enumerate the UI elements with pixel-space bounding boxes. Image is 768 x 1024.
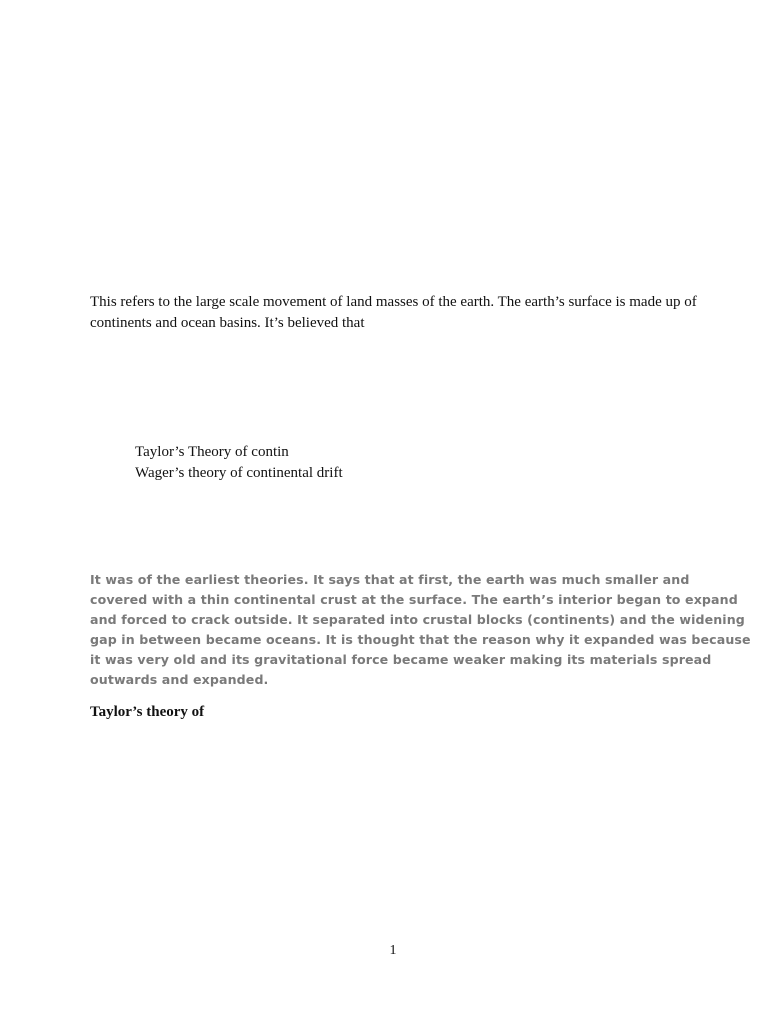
- expanding-earth-paragraph: [90, 570, 751, 690]
- paragraph-line: and forced to crack outside. It separated into crustal blocks (continents) and the widening: [90, 612, 745, 627]
- paragraph-line: It was of the earliest theories. It says that at first, the earth was much smaller and: [90, 572, 690, 587]
- intro-paragraph: This refers to the large scale movement of land masses of the earth. The earth’s surface is made up of continents and ocean basins. It’s believed that: [90, 294, 697, 331]
- paragraph-line: outwards and expanded.: [90, 672, 269, 687]
- theory-list-item: Wager’s theory of continental drift: [135, 465, 343, 481]
- theory-list-item: Taylor’s Theory of contin: [135, 444, 289, 460]
- paragraph-line: covered with a thin continental crust at the surface. The earth’s interior began to expand: [90, 592, 738, 607]
- paragraph-line: it was very old and its gravitational force became weaker making its materials spread: [90, 652, 712, 667]
- page-number: 1: [389, 943, 397, 958]
- section-subheading: Taylor’s theory of: [90, 704, 205, 720]
- paragraph-line: gap in between became oceans. It is thought that the reason why it expanded was because: [90, 632, 751, 647]
- theories-list: [135, 442, 635, 484]
